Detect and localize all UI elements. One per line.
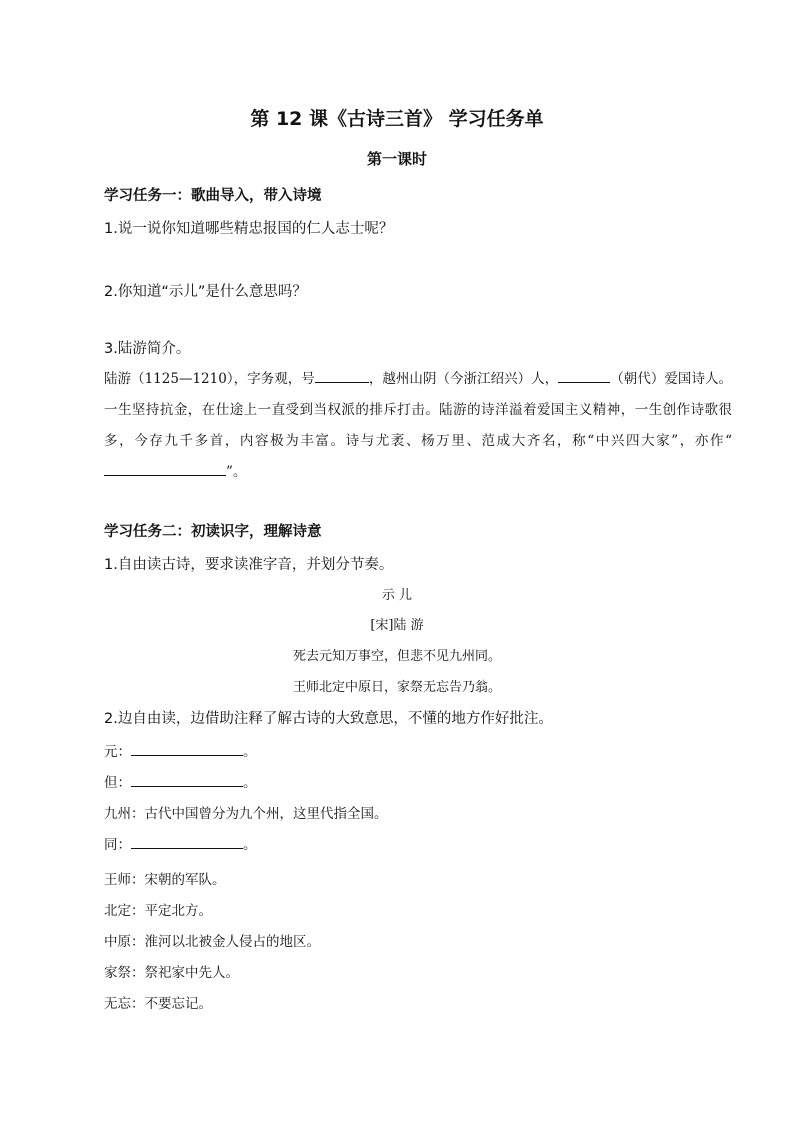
task1-question-1: 1.说一说你知道哪些精忠报国的仁人志士呢？: [104, 221, 394, 237]
page-title: 第 12 课《古诗三首》 学习任务单: [250, 108, 544, 130]
note-period: 。: [243, 837, 257, 853]
task1-question-3: 3.陆游简介。: [104, 341, 191, 357]
note-blank[interactable]: [131, 741, 243, 756]
note-text: 不要忘记。: [144, 996, 212, 1012]
note-term: 但：: [104, 775, 131, 791]
task1-heading: 学习任务一：歌曲导入，带入诗境: [104, 188, 322, 204]
note-term: 中原：: [104, 934, 145, 950]
poem-title: 示 儿: [381, 588, 413, 603]
note-text: 祭祀家中先人。: [144, 965, 239, 981]
note-beiding: [104, 899, 212, 919]
hao-blank[interactable]: [315, 368, 369, 383]
poem-author: [宋]陆 游: [370, 618, 424, 633]
note-text: 淮河以北被金人侵占的地区。: [144, 934, 320, 950]
note-text: 平定北方。: [144, 903, 212, 919]
note-term: 家祭：: [104, 965, 145, 981]
note-zhongyuan: [104, 930, 320, 950]
note-text: 宋朝的军队。: [144, 872, 226, 888]
poem-line-2: 王师北定中原日，家祭无忘告乃翁。: [292, 680, 501, 695]
note-tong: [104, 833, 257, 853]
poem-line-1: 死去元知万事空，但悲不见九州同。: [292, 649, 501, 664]
note-wangshi: [104, 868, 226, 888]
bio-part-3: （朝代）爱国诗人。一生坚持抗金，在仕途上一直受到当权派的排斥打击。陆游的诗洋溢着爱国主义精神，一生创作诗歌很多，今存九千多首，内容极为丰富。诗与尤袤、杨万里、范成大齐名，称“中兴四大家”，亦作“: [104, 371, 733, 449]
note-dan: [104, 771, 257, 791]
bio-part-1: 陆游（1125—1210），字务观，号: [104, 371, 315, 387]
task1-question-2: 2.你知道“示儿”是什么意思吗？: [104, 284, 307, 300]
page-subtitle: 第一课时: [366, 150, 427, 168]
bio-part-4: ”。: [226, 464, 247, 480]
note-jiaji: [104, 961, 239, 981]
dynasty-blank[interactable]: [558, 368, 610, 383]
note-term: 北定：: [104, 903, 145, 919]
task2-heading: 学习任务二：初读识字，理解诗意: [104, 524, 322, 540]
note-period: 。: [243, 775, 257, 791]
task2-question-2: 2.边自由读，边借助注释了解古诗的大致意思，不懂的地方作好批注。: [104, 711, 553, 727]
bio-part-2: ，越州山阴（今浙江绍兴）人，: [368, 371, 559, 387]
note-period: 。: [243, 744, 257, 760]
note-jiuzhou: [104, 802, 388, 822]
alias-blank[interactable]: [104, 461, 226, 476]
note-term: 同：: [104, 837, 131, 853]
note-wuwang: [104, 992, 212, 1012]
note-blank[interactable]: [131, 834, 243, 849]
note-text: 古代中国曾分为九个州，这里代指全国。: [144, 806, 388, 822]
task2-question-1: 1.自由读古诗，要求读准字音，并划分节奏。: [104, 557, 394, 573]
note-term: 九州：: [104, 806, 145, 822]
note-yuan: [104, 740, 257, 760]
note-term: 无忘：: [104, 996, 145, 1012]
note-term: 元：: [104, 744, 131, 760]
lu-you-bio: [104, 364, 732, 488]
note-blank[interactable]: [131, 772, 243, 787]
note-term: 王师：: [104, 872, 145, 888]
